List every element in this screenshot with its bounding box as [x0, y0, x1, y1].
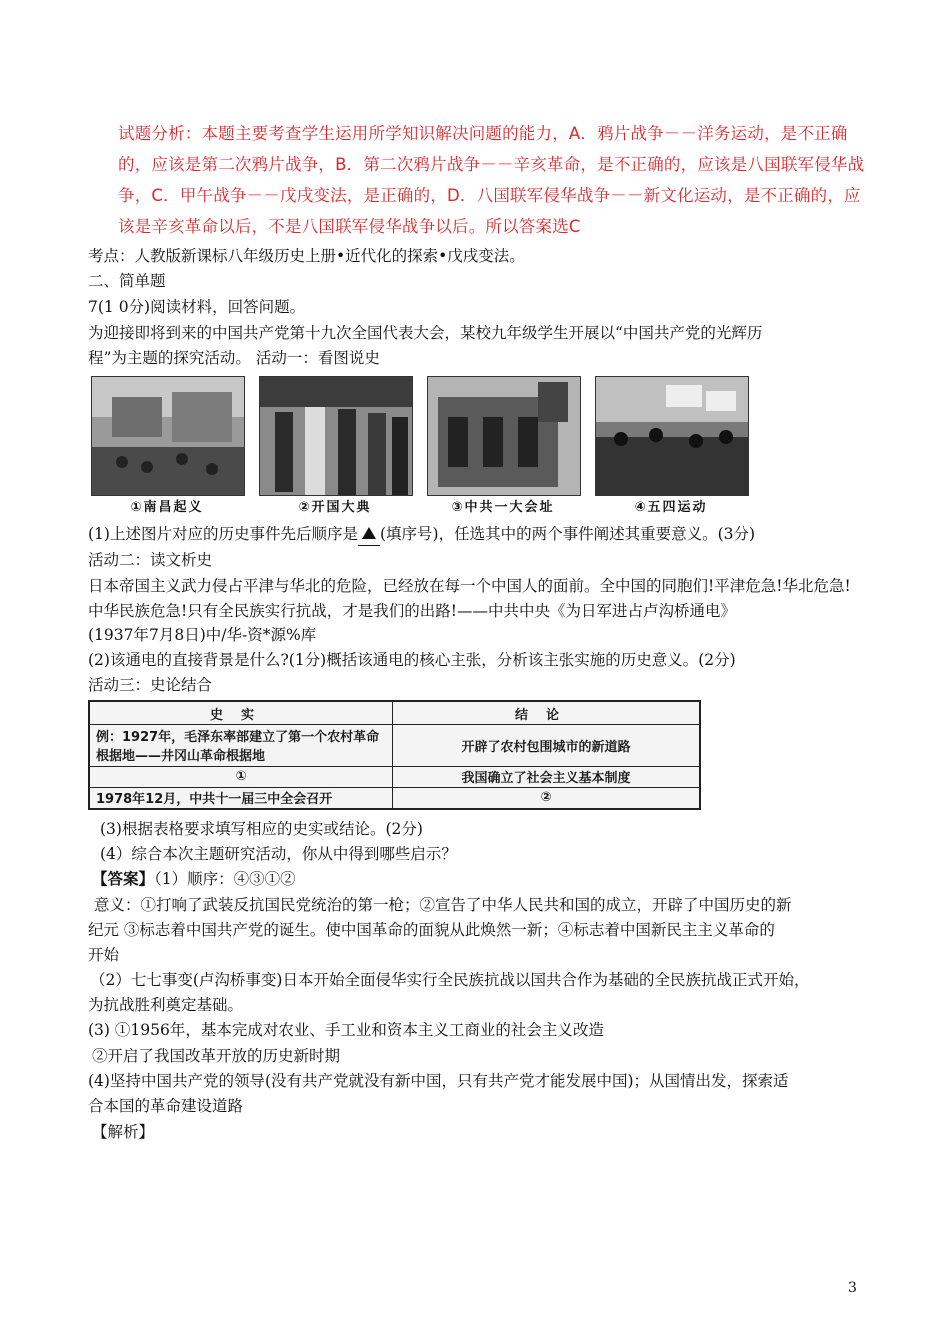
photo-may-fourth-movement — [595, 376, 749, 496]
answer-blank — [358, 523, 380, 546]
photo-strip — [88, 376, 748, 514]
meaning-line-1: 意义：①打响了武装反抗国民党统治的第一枪；②宣告了中华人民共和国的成立，开辟了中国历史的新 — [94, 896, 792, 914]
answer-order: （1）顺序：④③①② — [154, 870, 296, 888]
answer-2-line-1: （2）七七事变(卢沟桥事变)日本开始全面侵华实行全民族抗战以国共合作为基础的全民族抗战正式开始， — [90, 971, 810, 989]
photo-founding-ceremony — [259, 376, 413, 496]
answer-3-line-1: (3) ①1956年，基本完成对农业、手工业和资本主义工商业的社会主义改造 — [88, 1021, 604, 1039]
q1-line — [88, 523, 755, 546]
table-header-facts: 史实 — [89, 701, 393, 725]
kaodian-line: 考点：人教版新课标八年级历史上册•近代化的探索•戊戌变法。 — [88, 247, 525, 265]
meaning-line-3: 开始 — [88, 946, 120, 964]
analysis-paragraph: 试题分析：本题主要考查学生运用所学知识解决问题的能力，A．鸦片战争－－洋务运动，是不正确的，应该是第二次鸦片战争，B．第二次鸦片战争－－辛亥革命，是不正确的，应该是八国联军侵华战争，C．甲午战争－－戊戌变法，是正确的，D．八国联军侵华战争－－新文化运动，是不正确的，应该是辛亥革命以后，不是八国联军侵华战争以后。所以答案选C — [118, 124, 865, 236]
table-cell-fact-3: 1978年12月，中共十一届三中全会召开 — [89, 787, 393, 809]
table-cell-conclusion-2: 我国确立了社会主义基本制度 — [393, 766, 701, 787]
question-7-header: 7(1 0分)阅读材料，回答问题。 — [88, 298, 306, 316]
page-number: 3 — [848, 1280, 857, 1296]
meaning-line-2: 纪元 ③标志着中国共产党的诞生。使中国革命的面貌从此焕然一新；④标志着中国新民主主义革命的 — [88, 921, 775, 939]
table-header-conclusions: 结论 — [393, 701, 701, 725]
intro-line-1: 为迎接即将到来的中国共产党第十九次全国代表大会，某校九年级学生开展以“中国共产党的光辉历 — [88, 324, 763, 342]
answer-line — [92, 868, 296, 890]
caption-2: ②开国大典 — [298, 500, 372, 515]
answer-3-line-2: ②开启了我国改革开放的历史新时期 — [92, 1047, 341, 1065]
caption-4: ④五四运动 — [634, 500, 708, 515]
answer-2-line-2: 为抗战胜利奠定基础。 — [88, 996, 244, 1014]
telegram-text: 日本帝国主义武力侵占平津与华北的危险，已经放在每一个中国人的面前。全中国的同胞们!平津危急!华北危急!中华民族危急!只有全民族实行抗战，才是我们的出路!——中共中央《为日军进占卢沟桥通电》 — [88, 577, 851, 620]
section-heading: 二、简单题 — [88, 272, 166, 290]
intro-line-2: 程”为主题的探究活动。 活动一：看图说史 — [88, 349, 380, 367]
analysis-label: 【解析】 — [92, 1123, 155, 1141]
answer-4-line-2: 合本国的革命建设道路 — [88, 1097, 244, 1115]
caption-3: ③中共一大会址 — [451, 500, 555, 515]
q4-line: (4）综合本次主题研究活动，你从中得到哪些启示？ — [100, 845, 457, 863]
table-cell-conclusion-1: 开辟了农村包围城市的新道路 — [393, 725, 701, 766]
triangle-icon — [362, 527, 376, 539]
table-cell-conclusion-3: ② — [393, 787, 701, 809]
q3-line: (3)根据表格要求填写相应的史实或结论。(2分) — [100, 820, 423, 838]
activity-2-title: 活动二：读文析史 — [88, 551, 213, 569]
photo-nanchang-uprising — [91, 376, 245, 496]
table-cell-fact-1: 例：1927年，毛泽东率部建立了第一个农村革命根据地——井冈山革命根据地 — [89, 725, 393, 766]
caption-1: ①南昌起义 — [130, 500, 204, 515]
q1-suffix: (填序号)，任选其中的两个事件阐述其重要意义。(3分) — [379, 525, 756, 543]
q1-prefix: (1)上述图片对应的历史事件先后顺序是 — [88, 525, 358, 543]
history-conclusion-table — [88, 700, 701, 810]
answer-4-line-1: (4)坚持中国共产党的领导(没有共产党就没有新中国，只有共产党才能发展中国)；从国情出发，探索适 — [88, 1072, 789, 1090]
telegram-date: (1937年7月8日)中/华-资*源%库 — [88, 626, 317, 644]
activity-3-title: 活动三：史论结合 — [88, 676, 213, 694]
table-cell-fact-2: ① — [89, 766, 393, 787]
answer-label: 【答案】 — [92, 869, 155, 888]
photo-first-congress-site — [427, 376, 581, 496]
q2-line: (2)该通电的直接背景是什么?(1分)概括该通电的核心主张，分析该主张实施的历史意义。(2分) — [88, 651, 736, 669]
